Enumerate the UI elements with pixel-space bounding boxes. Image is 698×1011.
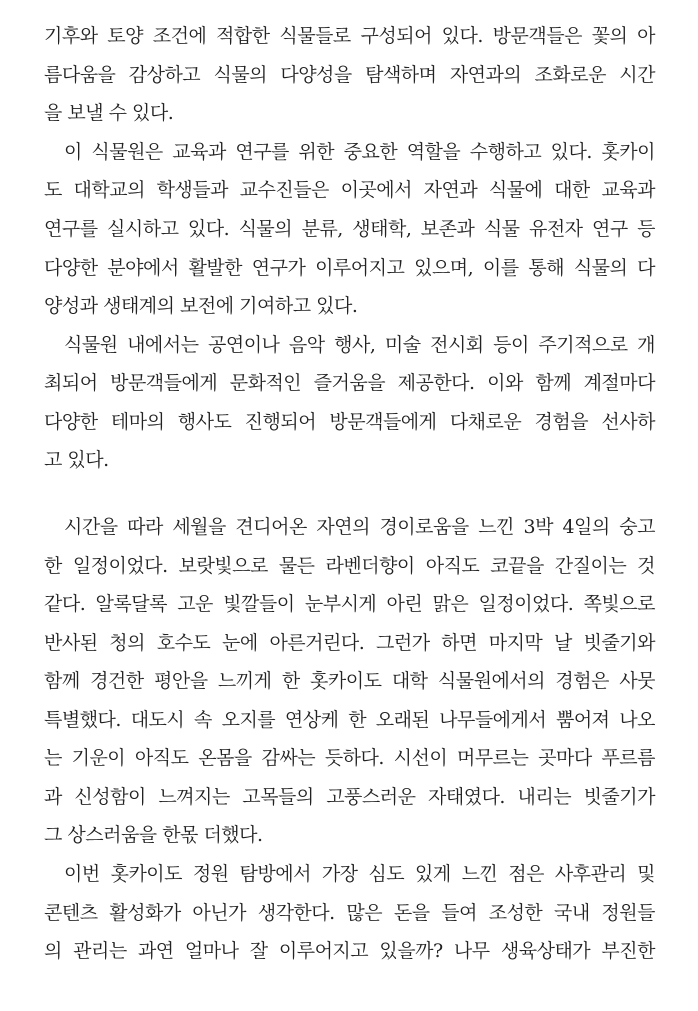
text-line: 연구를 실시하고 있다. 식물의 분류, 생태학, 보존과 식물 유전자 연구 등 [44,218,655,240]
text-line: 양성과 생태계의 보전에 기여하고 있다. [44,295,358,317]
text-line: 같다. 알록달록 고운 빛깔들이 눈부시게 아린 맑은 일정이었다. 쪽빛으로 [44,593,655,615]
text-line: 이번 홋카이도 정원 탐방에서 가장 심도 있게 느낀 점은 사후관리 및 [64,863,655,885]
text-line: 고 있다. [44,449,109,471]
text-line: 름다움을 감상하고 식물의 다양성을 탐색하며 자연과의 조화로운 시간 [44,64,655,86]
text-line: 다양한 분야에서 활발한 연구가 이루어지고 있으며, 이를 통해 식물의 다 [44,257,655,279]
text-line: 을 보낼 수 있다. [44,102,174,124]
text-line: 과 신성함이 느껴지는 고목들의 고풍스러운 자태였다. 내리는 빗줄기가 [44,786,655,808]
text-line: 한 일정이었다. 보랏빛으로 물든 라벤더향이 아직도 코끝을 간질이는 것 [44,555,655,577]
text-line: 식물원 내에서는 공연이나 음악 행사, 미술 전시회 등이 주기적으로 개 [64,334,655,356]
text-line: 함께 경건한 평안을 느끼게 한 홋카이도 대학 식물원에서의 경험은 사뭇 [44,670,655,692]
text-line: 그 상스러움을 한몫 더했다. [44,824,263,846]
text-line: 의 관리는 과연 얼마나 잘 이루어지고 있을까? 나무 생육상태가 부진한 [44,940,655,962]
text-line: 이 식물원은 교육과 연구를 위한 중요한 역할을 수행하고 있다. 홋카이 [64,141,655,163]
text-line: 특별했다. 대도시 속 오지를 연상케 한 오래된 나무들에게서 뿜어져 나오 [44,709,655,731]
text-line: 다양한 테마의 행사도 진행되어 방문객들에게 다채로운 경험을 선사하 [44,411,655,433]
text-line: 시간을 따라 세월을 견디어온 자연의 경이로움을 느낀 3박 4일의 숭고 [64,516,655,538]
text-line: 최되어 방문객들에게 문화적인 즐거움을 제공한다. 이와 함께 계절마다 [44,372,655,394]
text-line: 도 대학교의 학생들과 교수진들은 이곳에서 자연과 식물에 대한 교육과 [44,179,655,201]
text-line: 는 기운이 아직도 온몸을 감싸는 듯하다. 시선이 머무르는 곳마다 푸르름 [44,747,655,769]
text-line: 콘텐츠 활성화가 아닌가 생각한다. 많은 돈을 들여 조성한 국내 정원들 [44,902,655,924]
text-line: 기후와 토양 조건에 적합한 식물들로 구성되어 있다. 방문객들은 꽃의 아 [44,25,655,47]
text-line: 반사된 청의 호수도 눈에 아른거린다. 그런가 하면 마지막 날 빗줄기와 [44,632,655,654]
